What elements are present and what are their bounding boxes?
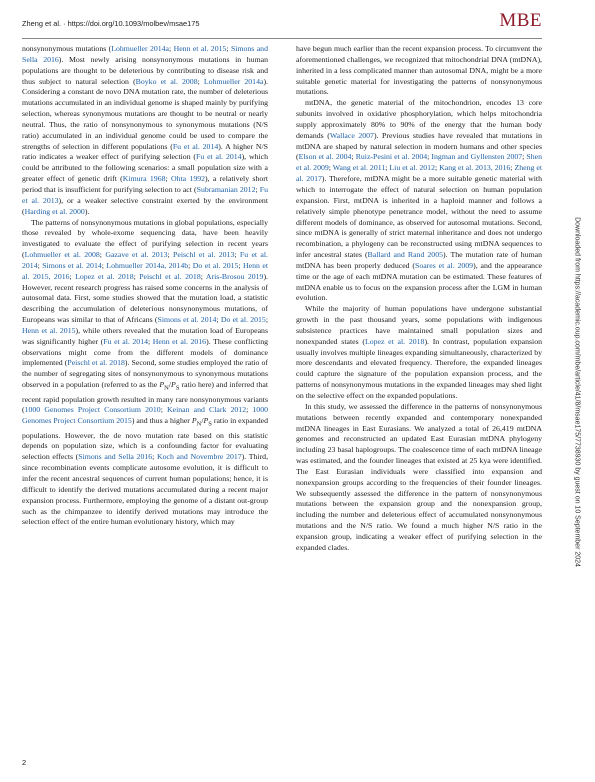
citation-link[interactable]: Peischl et al. 2018 [139,271,201,281]
citation-link[interactable]: Elson et al. 2004 [298,152,352,162]
journal-logo: MBE [499,10,542,31]
download-watermark: Downloaded from https://academic.oup.com/mbe/article/41/8/msae175/7738930 by guest on 10 September 2024 [573,217,581,567]
text-run: ; [216,315,221,325]
citation-link[interactable]: Henn et al. 2015 [173,44,227,53]
text-run: ; [200,271,206,281]
text-run: ). These conflicting observations might come from the different models of dominance implemented ( [22,336,269,368]
text-run: ), while others revealed that the mutation load of Europeans was significantly higher ( [22,325,268,346]
text-run: ; [328,163,333,173]
citation-link[interactable]: Henn et al. 2015 [22,325,76,335]
text-run: ; [160,405,167,415]
text-run: ). Considering a constant de novo DNA mutation rate, the number of deleterious mutations accumulated in an individual genome is shaped mainly by purifying selection, whereas synonymous mutations are thought to be neutral or nearly neutral. Thus, the ratio of nonsynonymous to synonymous mutations (N/S ratio) accumulated in an individual genome could be used to compare the strengths of selection in different populations ( [22,76,268,151]
citation-link[interactable]: Subramanian 2012 [196,184,256,194]
citation-link[interactable]: Lopez et al. 2018 [75,271,134,281]
text-run: ), which could be attributed to the following scenarios: a small population size with a greater effect of genetic drift ( [22,152,268,184]
text-run: / [201,416,204,426]
citation-link[interactable]: Kimura 1968 [122,174,166,184]
subscript: N [196,420,202,428]
citation-link[interactable]: Lopez et al. 2018 [364,336,425,346]
citation-link[interactable]: Simons and Sella 2016 [78,452,153,462]
citation-link[interactable]: Simons and Sella 2016 [22,44,268,64]
page-number: 2 [22,758,27,767]
citation-link[interactable]: Fu et al. 2014 [103,336,148,346]
citation-link[interactable]: Boyko et al. 2008 [135,76,198,86]
citation-link[interactable]: Fu et al. 2013 [22,184,268,205]
citation-link[interactable]: Ohta 1992 [170,174,206,184]
italic-symbol: P [191,416,197,426]
text-run: ). Previous studies have revealed that mutations in mtDNA are shaped by natural selection in modern humans and other species ( [296,130,542,162]
citation-link[interactable]: Henn et al. 2015, 2016 [22,260,269,281]
right-paragraph [296,304,542,402]
text-run: ). [84,206,90,216]
text-run: ; [167,250,174,260]
text-run: ; [510,163,515,173]
right-paragraph [296,402,542,554]
citation-link[interactable]: Keinan and Clark 2012 [167,405,247,415]
right-paragraph [296,44,542,98]
text-run: have begun much earlier than the recent expansion process. To circumvent the aforementioned challenges, we recognized that mitochondrial DNA (mtDNA), inherited in a less complicated manner than autosomal DNA, might be a more suitable genetic material for investigating the patterns of nonsynonymous mutations. [296,44,542,97]
text-run: ; [188,260,193,270]
citation-link[interactable]: Henn et al. 2016 [152,336,207,346]
text-run: ). However, recent research progress has raised some concerns in the analysis of autosomal data. First, some studies showed that the mutation load, a statistic describing the accumulation of deleterious nonsynonymous mutations, of Europeans was similar to that of Africans ( [22,271,268,325]
left-paragraph [22,44,268,218]
citation-link[interactable]: Peischl et al. 2013 [173,250,235,260]
text-run: ; [169,44,174,53]
text-run: ), a relatively short period that is insufficient for purifying selection to act ( [22,174,268,194]
citation-link[interactable]: Lohmueller 2014a, 2014b [106,260,189,270]
text-run: ; [226,44,231,53]
text-run: ; [255,184,260,194]
text-run: ; [99,250,106,260]
text-run: ; [148,336,153,346]
text-run: ; [246,405,253,415]
citation-link[interactable]: Zheng et al. 2017 [296,163,542,184]
text-run: ; [234,250,240,260]
subscript: S [208,420,212,428]
citation-link[interactable]: Kang et al. 2013, 2016 [439,163,511,173]
text-run: ). In contrast, population expansion usually involves multiple lineages expanding simultaneously, characterized by more descendants and elevated frequency. Therefore, the expanded lineages could capture the signature of the population expansion process, and the patterns of nonsynonymous mutations in the expanded lineages may shed light on the selective effect on the expanded populations. [296,336,542,400]
text-run: ), and the appearance time or the age of each mtDNA mutation can be estimated. These features of mtDNA enable us to focus on the expansion process after the LGM in human evolution. [296,260,542,303]
citation-link[interactable]: Fu et al. 2014 [172,141,219,151]
citation-link[interactable]: Lohmueller 2014a [111,44,170,53]
text-run: ; [427,152,432,162]
citation-link[interactable]: 1000 Genomes Project Consortium 2015 [22,405,268,426]
text-run: ; [197,76,204,86]
text-run: ; [434,163,440,173]
page-header [22,10,542,36]
text-run: mtDNA, the genetic material of the mitochondrion, encodes 13 core subunits involved in oxidative phosphorylation, which helps mitochondria supply approximately 80% to 90% of the energy that the human body demands ( [296,98,542,140]
citation-link[interactable]: Peischl et al. 2018 [67,358,125,368]
citation-link[interactable]: Wang et al. 2011 [332,163,386,173]
text-run: While the majority of human populations have undergone substantial growth in the past thousand years, some populations with indigenous subsistence practices have maintained small population sizes and nonexpanded states ( [296,304,542,346]
header-rule [22,38,542,39]
text-run: ; [37,260,43,270]
text-run: ratio in expanded populations. However, the de novo mutation rate based on this statistic depends on population size, which is a confounding factor for evaluating selection effects ( [22,416,268,462]
citation-link[interactable]: Ruiz-Pesini et al. 2004 [355,152,428,162]
right-column [296,44,542,554]
citation-link[interactable]: Do et al. 2015 [192,260,239,270]
italic-symbol: P [159,380,165,390]
text-run: ). Therefore, mtDNA might be a more suitable genetic material with which to interrogate the effect of natural selection on human population expansion. First, mtDNA is inherited in a haploid manner and follows a relatively simple phenotype penetrance model, without the need to assume different models of dominance, as observed for autosomal mutations. Second, since mtDNA is generally of strict maternal inheritance and does not undergo recombination, a phylogeny can be reconstructed using mtDNA sequences to infer ancestral states ( [296,174,543,260]
citation-link[interactable]: Simons et al. 2014 [157,315,217,325]
text-run: ). Most newly arising nonsynonymous mutations in human populations are thought to be deleterious by contributing to disease risk and thus subject to natural selection ( [22,54,269,86]
citation-link[interactable]: Koch and Novembre 2017 [157,452,242,462]
citation-link[interactable]: Lohmueller et al. 2008 [24,250,100,260]
left-column [22,44,268,528]
text-run: ; [238,260,244,270]
text-run: ; [101,260,107,270]
text-run: ). Second, some studies employed the ratio of the number of segregating sites of nonsynonymous to synonymous mutations observed in a population (referred to as the [22,358,268,390]
text-run: / [168,380,172,390]
text-run: ) and thus a higher [131,416,192,426]
text-run: ; [522,152,527,162]
text-run: ; [385,163,390,173]
text-run: ; [69,271,76,281]
text-run: ). The mutation rate of human mtDNA has been properly deduced ( [296,250,542,270]
citation-link[interactable]: Shen et al. 2009 [296,152,543,173]
text-run: ratio here) and inferred that recent rapid population growth resulted in many rare nonsynonymous variants ( [22,380,269,415]
text-run: ; [152,452,157,462]
text-run: ; [351,152,356,162]
subscript: S [175,384,180,392]
citation-link[interactable]: Harding et al. 2000 [24,206,85,216]
italic-symbol: P [203,416,209,426]
citation-link[interactable]: Gazave et al. 2013 [105,250,168,260]
citation-link[interactable]: Wallace 2007 [329,130,374,140]
italic-symbol: P [171,380,176,390]
text-run: ), or a weaker selective constraint exerted by the environment ( [22,195,268,216]
citation-link[interactable]: 1000 Genomes Project Consortium 2010 [24,405,161,415]
text-run: ). A higher N/S ratio indicates a weaker effect of purifying selection ( [22,141,268,162]
subscript: N [164,384,169,392]
citation-link[interactable]: Soares et al. 2009 [414,260,474,270]
text-run: nonsynonymous mutations ( [22,44,112,53]
text-run: In this study, we assessed the difference in the patterns of nonsynonymous mutations between recently expanded and contemporary nonexpanded mtDNA lineages in East Eurasians. We analyzed a total of 26,419 mtDNA genomes and reconstructed an updated East Eurasian mtDNA phylogeny including 23 basal haplogroups. The coalescence time of each mtDNA lineage was estimated, and the founder lineages that existed at 25 kya were identified. The East Eurasian individuals were classified into expansion and nonexpansion groups according to the frequencies of their founder lineages. We subsequently assessed the difference in the pattern of nonsynonymous mutations between the expansion group and the nonexpansion group, including the number and deleterious effect of accumulated nonsynonymous mutations and the N/S ratio. We found a much higher N/S ratio in the expansion group, indicating a weaker effect of purifying selection in the expanded clades. [296,401,542,552]
right-paragraph [296,98,542,304]
text-run: The patterns of nonsynonymous mutations in global populations, especially those revealed by whole-exome sequencing data, have been heavily investigated to evaluate the effect of purifying selection in recent years ( [22,217,268,260]
text-run: ; [165,174,171,184]
citation-link[interactable]: Lohmueller 2014a [203,76,264,86]
left-paragraph [22,218,268,529]
running-head[interactable]: Zheng et al. · https://doi.org/10.1093/molbev/msae175 [22,19,200,28]
citation-link[interactable]: Aris-Brosou 2019 [205,271,264,281]
citation-link[interactable]: Liu et al. 2012 [389,163,435,173]
text-run: ; [133,271,140,281]
citation-link[interactable]: Fu et al. 2014 [22,250,268,270]
citation-link[interactable]: Ingman and Gyllensten 2007 [431,152,523,162]
citation-link[interactable]: Ballard and Rand 2005 [367,250,444,260]
citation-link[interactable]: Do et al. 2015 [220,315,266,325]
text-run: ). Third, since recombination events complicate autosome evolution, it is difficult to infer the recent ancestral sequences of current human populations; hence, it is difficult to identify the derived mutations accumulated during a recent major expansion process. Furthermore, employing the genome of a distant out-group such as the chimpanzee to identify derived mutations may introduce the selection effect of the entire human evolutionary history, which may [22,452,269,527]
citation-link[interactable]: Fu et al. 2014 [196,152,242,162]
text-run: ; [265,315,268,325]
citation-link[interactable]: Simons et al. 2014 [42,260,102,270]
